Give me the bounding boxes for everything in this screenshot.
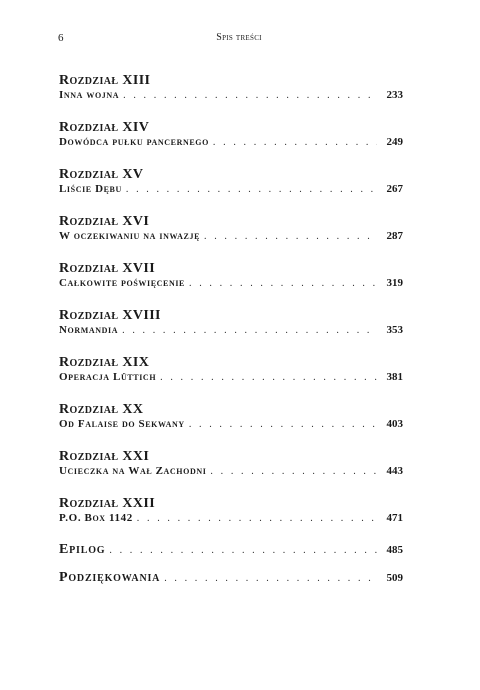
toc-entry-15: [59, 166, 403, 199]
chapter-label: Rozdział XVI: [59, 214, 150, 229]
chapter-title: Normandia: [59, 324, 119, 336]
dot-leader: [189, 419, 377, 430]
dot-leader: [126, 184, 377, 195]
dot-leader: [122, 325, 377, 336]
dot-leader: [160, 372, 377, 383]
dot-leader: [123, 90, 377, 101]
chapter-title: Ucieczka na Wał Zachodni: [59, 465, 207, 477]
dot-leader: [210, 466, 377, 477]
toc-line[interactable]: [59, 136, 403, 152]
page-ref: 443: [386, 465, 403, 477]
page-ref: 319: [386, 277, 403, 289]
toc-entry-21: [59, 448, 403, 481]
page-ref: 485: [386, 544, 403, 556]
toc-entry-16: [59, 213, 403, 246]
chapter-label: Rozdział XXII: [59, 496, 156, 511]
chapter-title: P.O. Box 1142: [59, 512, 133, 524]
dot-leader: [164, 573, 377, 584]
chapter-label: Rozdział XIX: [59, 355, 150, 370]
toc-line[interactable]: [59, 418, 403, 434]
chapter-label: Rozdział XVII: [59, 261, 156, 276]
toc-entry-20: [59, 401, 403, 434]
toc-entry-epilog: [59, 542, 403, 558]
toc-entry-13: [59, 72, 403, 105]
page-ref: 287: [386, 230, 403, 242]
toc-entry-14: [59, 119, 403, 152]
toc-line[interactable]: [59, 183, 403, 199]
toc-line[interactable]: [59, 465, 403, 481]
page-ref: 509: [386, 572, 403, 584]
dot-leader: [204, 231, 377, 242]
toc-entry-18: [59, 307, 403, 340]
section-title: Epilog: [59, 542, 106, 557]
toc-line[interactable]: [59, 542, 403, 558]
dot-leader: [213, 137, 377, 148]
chapter-label: Rozdział XIII: [59, 73, 151, 88]
chapter-title: W oczekiwaniu na inwazję: [59, 230, 201, 242]
toc-line[interactable]: [59, 570, 403, 586]
toc-entry-19: [59, 354, 403, 387]
chapter-title: Inna wojna: [59, 89, 120, 101]
toc-line[interactable]: [59, 230, 403, 246]
page-number: 6: [58, 32, 64, 44]
chapter-label: Rozdział XXI: [59, 449, 150, 464]
chapter-label: Rozdział XVIII: [59, 308, 161, 323]
chapter-title: Liście Dębu: [59, 183, 122, 195]
toc-entry-acknowledgements: [59, 570, 403, 586]
chapter-title: Od Falaise do Sekwany: [59, 418, 185, 430]
running-head: Spis treści: [216, 32, 262, 43]
toc-line[interactable]: [59, 277, 403, 293]
chapter-title: Dowódca pułku pancernego: [59, 136, 209, 148]
toc-line[interactable]: [59, 512, 403, 528]
chapter-title: Całkowite poświęcenie: [59, 277, 185, 289]
page-ref: 381: [386, 371, 403, 383]
dot-leader: [189, 278, 377, 289]
page-ref: 267: [386, 183, 403, 195]
toc-line[interactable]: [59, 324, 403, 340]
toc-entry-17: [59, 260, 403, 293]
page-ref: 249: [386, 136, 403, 148]
toc-line[interactable]: [59, 371, 403, 387]
toc-entry-22: [59, 495, 403, 528]
chapter-label: Rozdział XX: [59, 402, 144, 417]
dot-leader: [137, 513, 377, 524]
page-ref: 471: [386, 512, 403, 524]
page-ref: 353: [386, 324, 403, 336]
chapter-title: Operacja Lüttich: [59, 371, 157, 383]
chapter-label: Rozdział XIV: [59, 120, 150, 135]
page-ref: 233: [386, 89, 403, 101]
chapter-label: Rozdział XV: [59, 167, 144, 182]
page-header: [58, 32, 420, 48]
table-of-contents: [59, 72, 403, 598]
dot-leader: [109, 545, 377, 556]
toc-line[interactable]: [59, 89, 403, 105]
section-title: Podziękowania: [59, 570, 161, 585]
page-ref: 403: [386, 418, 403, 430]
